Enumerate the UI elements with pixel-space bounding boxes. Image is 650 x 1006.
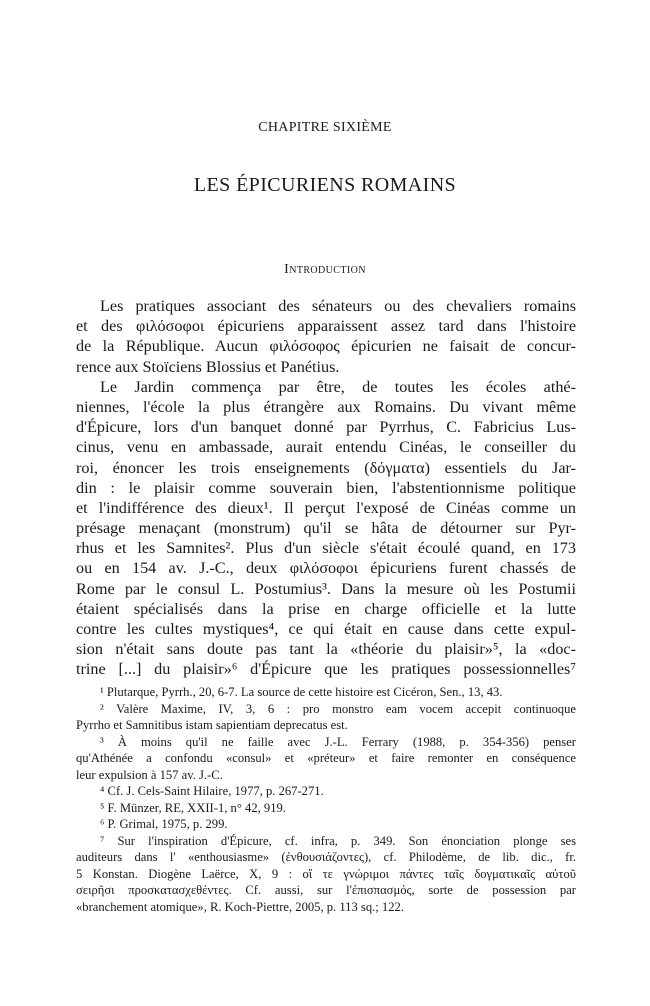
- footnote-line: «branchement atomique», R. Koch-Piettre, 2005, p. 113 sq.; 122.: [76, 899, 404, 914]
- body-line: et l'indifférence des dieux¹. Il perçut l'exposé de Cinéas comme un: [76, 498, 576, 517]
- footnote-line: 5 Konstan. Diogène Laërce, X, 9 : οἵ τε γνώριμοι πάντες ταῖς δογματικαῖς αὐτοῦ: [76, 866, 576, 881]
- body-line: niennes, l'école la plus étrangère aux Romains. Du vivant même: [76, 397, 576, 416]
- footnote-line: ⁴ Cf. J. Cels-Saint Hilaire, 1977, p. 267-271.: [100, 784, 324, 798]
- body-line: Les pratiques associant des sénateurs ou des chevaliers romains: [100, 297, 576, 315]
- footnote-line: ⁶ P. Grimal, 1975, p. 299.: [100, 817, 228, 831]
- footnote-line: ⁵ F. Münzer, RE, XXII-1, n° 42, 919.: [100, 800, 286, 815]
- footnote-line: Pyrrho et Samnitibus istam sapientiam deprecatus est.: [76, 718, 348, 732]
- footnote-line: ² Valère Maxime, IV, 3, 6 : pro monstro eam vocem accepit continuoque: [100, 701, 576, 716]
- body-line: et des φιλόσοφοι épicuriens apparaissent assez tard dans l'histoire: [76, 317, 576, 336]
- body-line: d'Épicure, lors d'un banquet donné par Pyrrhus, C. Fabricius Lus-: [76, 418, 576, 437]
- body-line: étaient spécialisés dans la prise en charge officielle et la lutte: [76, 599, 576, 618]
- body-line: ou en 154 av. J.-C., deux φιλόσοφοι épicuriens furent chassés de: [76, 559, 576, 578]
- body-line: sion n'était sans doute pas tant la «théorie du plaisir»⁵, la «doc-: [76, 640, 576, 659]
- footnotes: [76, 684, 576, 915]
- chapter-title: LES ÉPICURIENS ROMAINS: [193, 174, 457, 196]
- body-line: Le Jardin commença par être, de toutes les écoles athé-: [100, 377, 576, 396]
- footnote-line: qu'Athénée a confondu «consul» et «préteur» et faire remonter en conséquence: [76, 751, 576, 765]
- body-line: présage menaçant (monstrum) qu'il se hâta de détourner sur Pyr-: [76, 519, 576, 538]
- footnote-line: σειρῆσι προσκατασχεθέντες. Cf. aussi, sur l'ἐπισπασμός, sorte de possession par: [76, 883, 576, 897]
- body-line: trine [...] du plaisir»⁶ d'Épicure que les pratiques possessionnelles⁷: [76, 660, 576, 679]
- section-heading: Introduction: [284, 262, 366, 277]
- footnote-line: ¹ Plutarque, Pyrrh., 20, 6-7. La source de cette histoire est Cicéron, Sen., 13, 43.: [100, 685, 503, 699]
- body-line: rhus et les Samnites². Plus d'un siècle s'était écoulé quand, en 173: [76, 539, 576, 558]
- chapter-label: CHAPITRE SIXIÈME: [258, 120, 392, 135]
- body-text: [76, 296, 576, 680]
- body-line: contre les cultes mystiques⁴, ce qui était en cause dans cette expul-: [76, 620, 576, 638]
- footnote-line: auditeurs dans l' «enthousiasme» (ἐνθουσιάζοντες), cf. Philodème, de lib. dic., fr.: [76, 850, 576, 864]
- body-line: de la République. Aucun φιλόσοφος épicurien ne faisait de concur-: [76, 337, 576, 356]
- body-line: cinus, venu en ambassade, aurait entendu Cinéas, le conseiller du: [76, 438, 576, 457]
- footnote-line: ³ À moins qu'il ne faille avec J.-L. Ferrary (1988, p. 354-356) penser: [100, 734, 576, 749]
- body-line: din : le plaisir comme souverain bien, l'abstentionnisme politique: [76, 478, 576, 497]
- body-line: roi, énoncer les trois enseignements (δόγματα) essentiels du Jar-: [76, 458, 576, 477]
- body-line: Rome par le consul L. Postumius³. Dans la mesure où les Postumii: [76, 579, 576, 598]
- footnote-line: ⁷ Sur l'inspiration d'Épicure, cf. infra, p. 349. Son énonciation plonge ses: [100, 833, 576, 848]
- body-line: rence aux Stoïciens Blossius et Panétius.: [76, 357, 340, 376]
- footnote-line: leur expulsion à 157 av. J.-C.: [76, 767, 223, 782]
